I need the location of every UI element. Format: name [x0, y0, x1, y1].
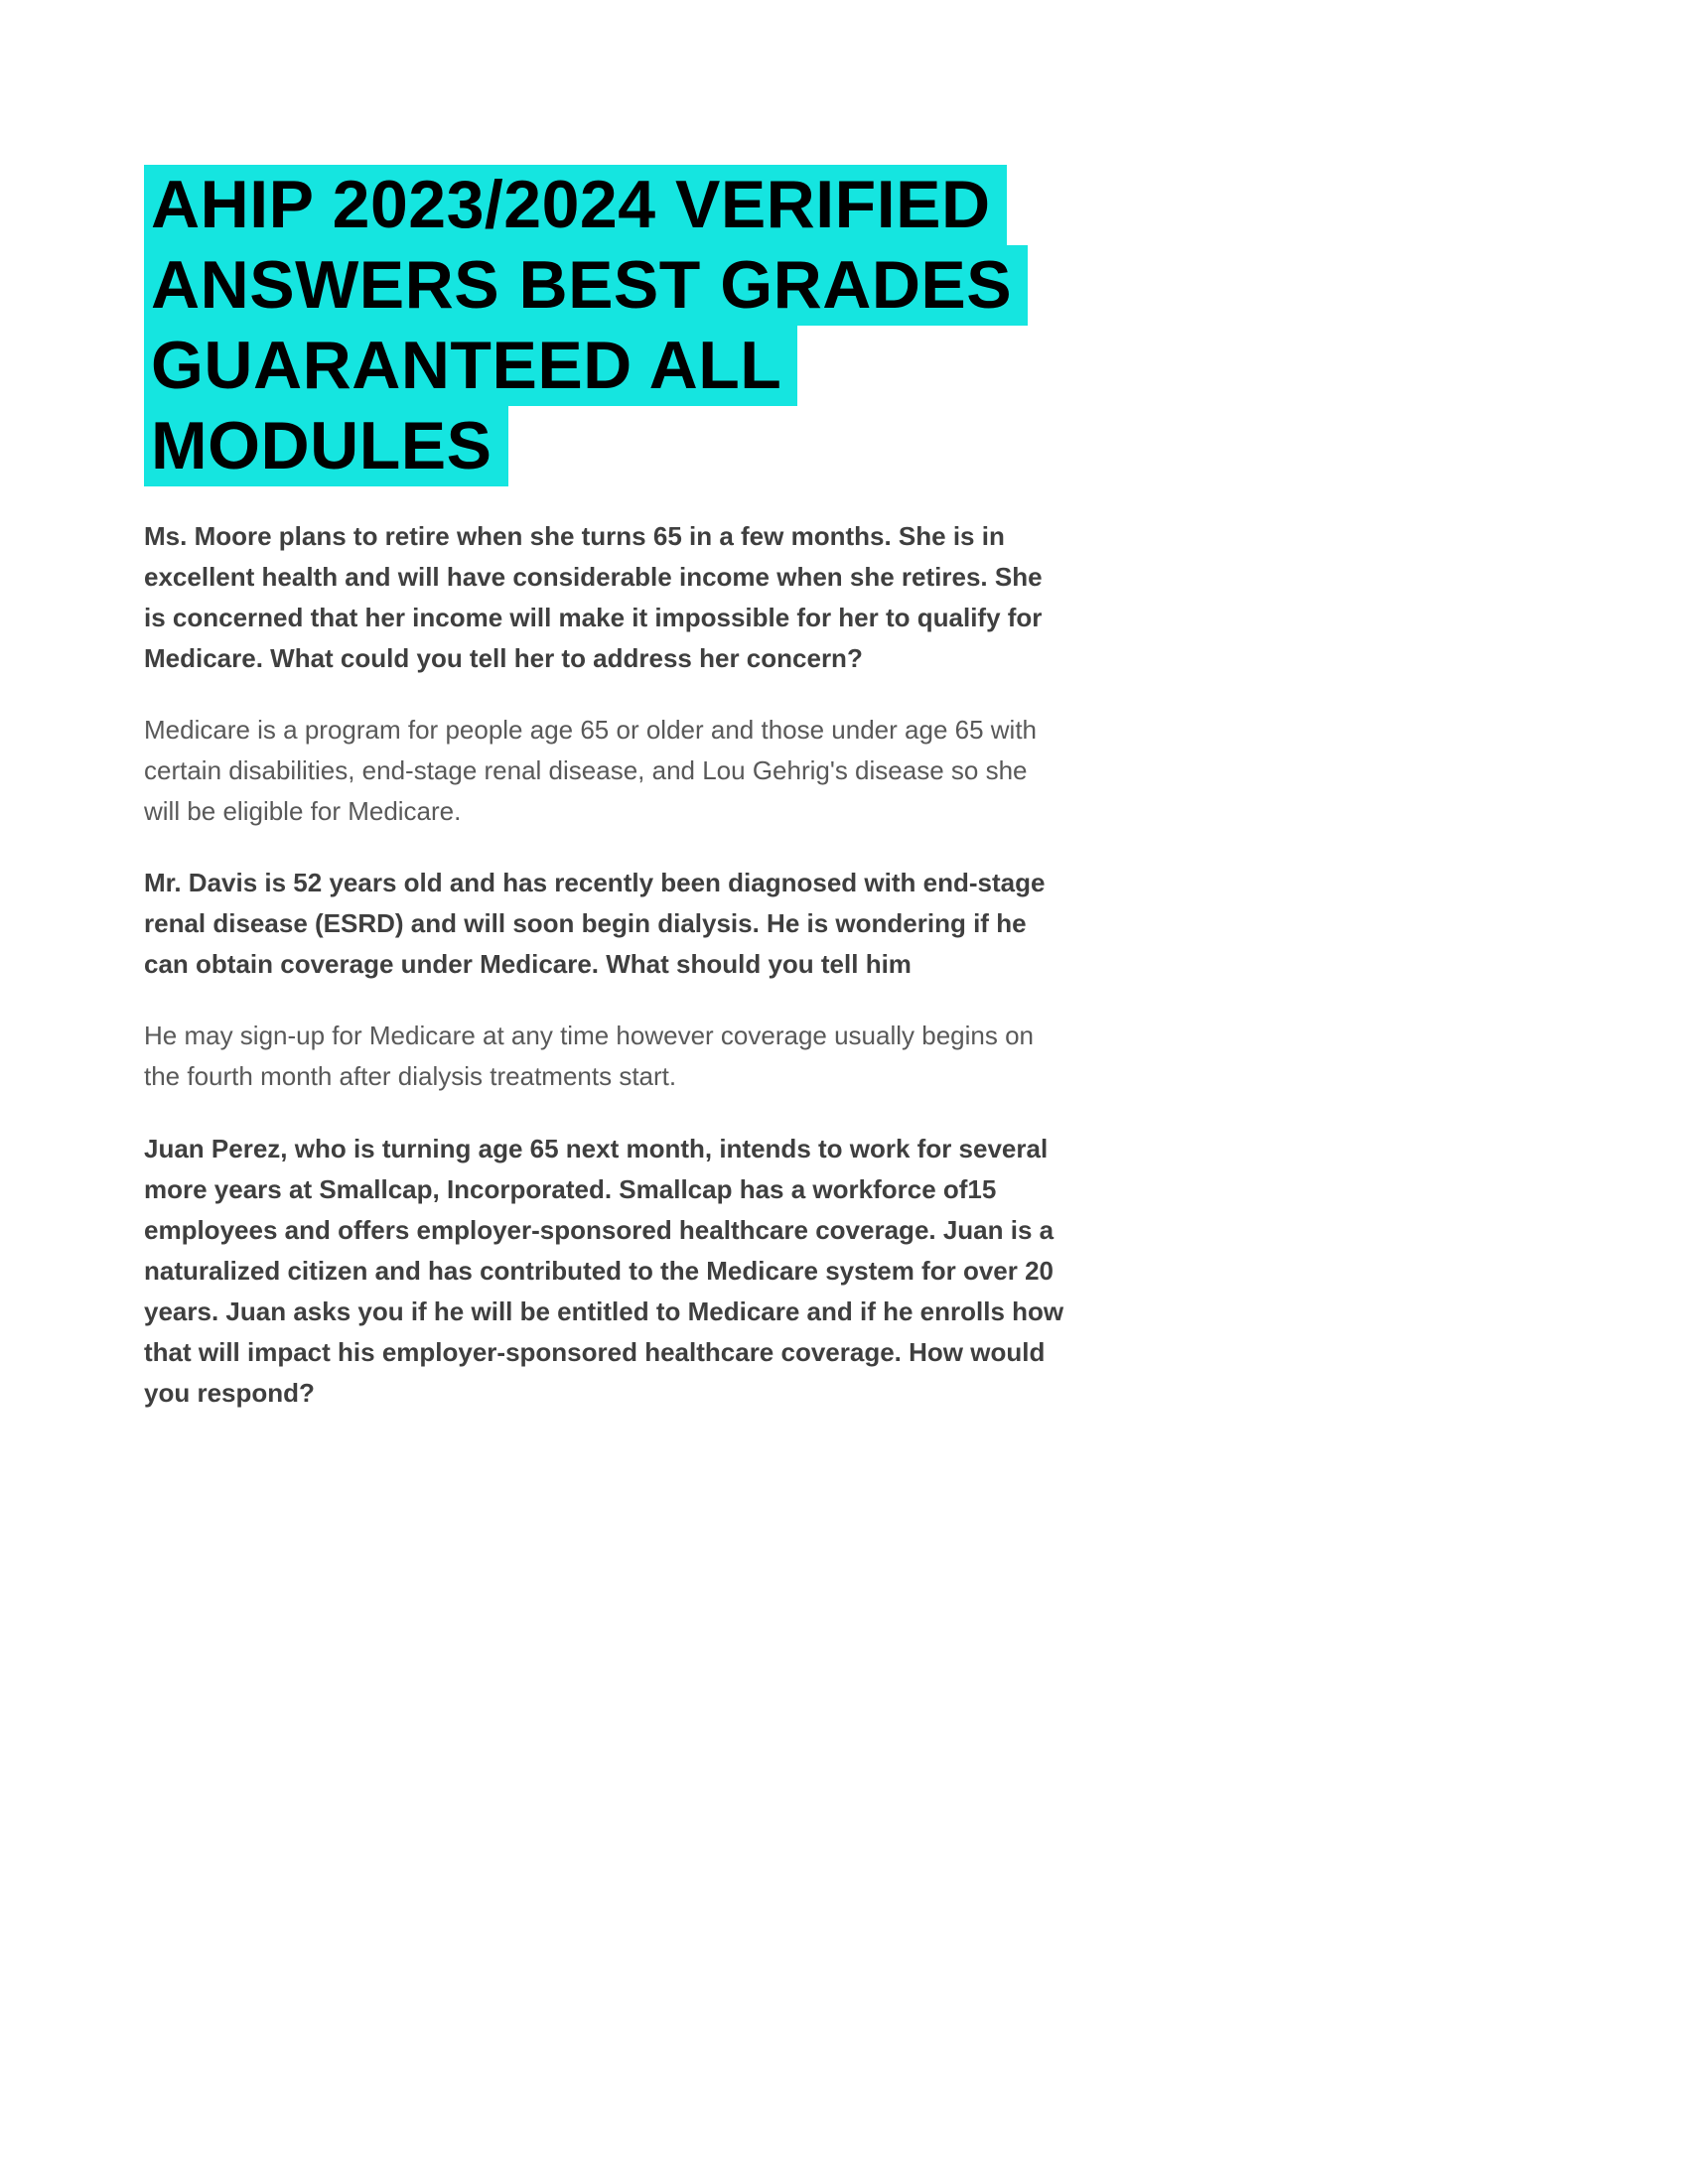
title-line-2: ANSWERS BEST GRADES	[144, 245, 1028, 326]
question-paragraph-1: Ms. Moore plans to retire when she turns 65 in a few months. She is in excellent health and will have considerable income when she retires. She is concerned that her income will make it impossible for her to qualify for Medicare. What could you tell her to address her concern?	[144, 520, 1043, 673]
question-paragraph-3: Juan Perez, who is turning age 65 next month, intends to work for several more years at Smallcap, Incorporated. Smallcap has a workforce of15 employees and offers employer-sponsored healthcare coverage. Juan is a naturalized citizen and has contributed to the Medicare system for over 20 years. Juan asks you if he will be entitled to Medicare and if he enrolls how that will impact his employer-sponsored healthcare coverage. How would you respond?	[144, 1133, 1064, 1409]
title-line-4: MODULES	[144, 406, 508, 486]
document-content	[144, 165, 1067, 1444]
answer-paragraph-1: Medicare is a program for people age 65 or older and those under age 65 with certain disabilities, end-stage renal disease, and Lou Gehrig's disease so she will be eligible for Medicare.	[144, 714, 1038, 827]
question-paragraph-2: Mr. Davis is 52 years old and has recently been diagnosed with end-stage renal disease (ESRD) and will soon begin dialysis. He is wondering if he can obtain coverage under Medicare. What should you tell him	[144, 868, 1046, 980]
title-line-1: AHIP 2023/2024 VERIFIED	[144, 165, 1007, 245]
title-line-3: GUARANTEED ALL	[144, 326, 797, 406]
answer-paragraph-2: He may sign-up for Medicare at any time however coverage usually begins on the fourth month after dialysis treatments start.	[144, 1021, 1035, 1092]
document-title	[144, 165, 1067, 486]
